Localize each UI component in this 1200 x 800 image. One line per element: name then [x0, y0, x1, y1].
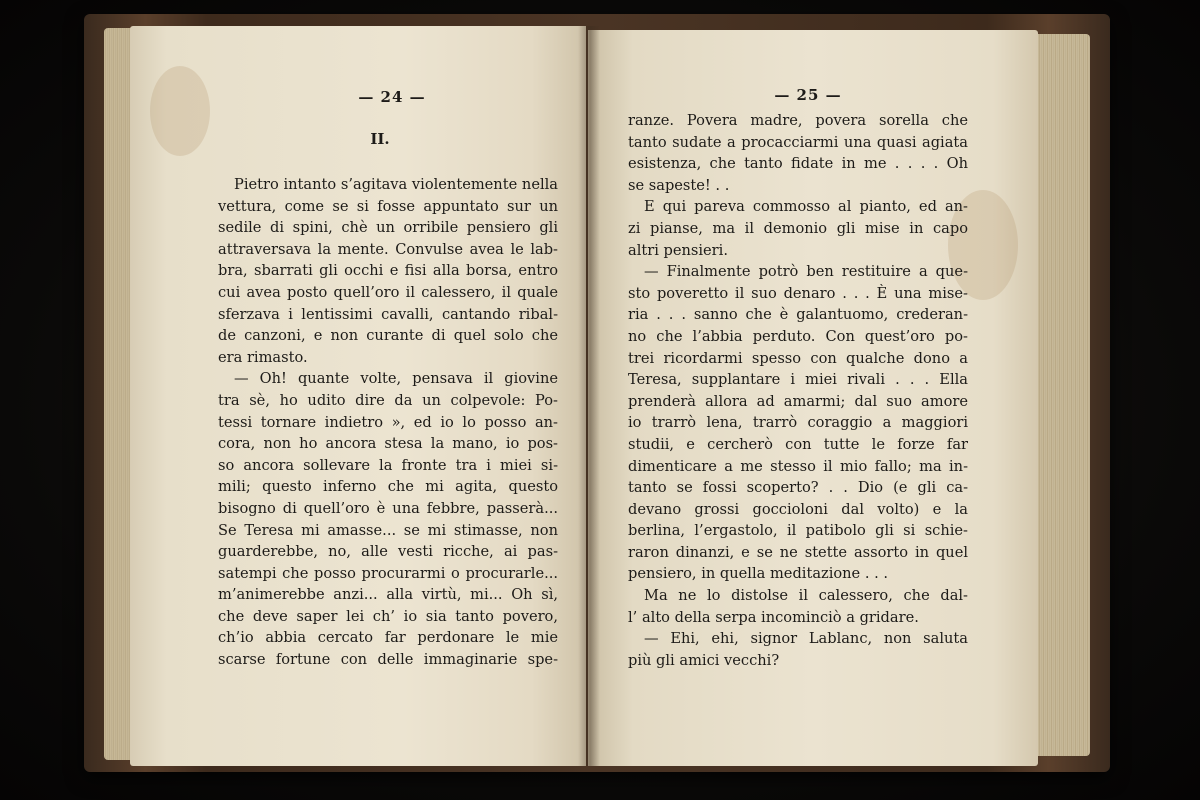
text-line: zi pianse, ma il demonio gli mise in capo: [628, 219, 968, 237]
text-line: se sapeste! . .: [628, 176, 730, 194]
text-line: tra sè, ho udito dire da un colpevole: Po-: [218, 391, 558, 409]
text-line: cui avea posto quell’oro il calessero, il quale: [218, 283, 558, 301]
text-line: più gli amici vecchi?: [628, 651, 780, 669]
text-line: sto poveretto il suo denaro . . . È una mise-: [628, 284, 968, 302]
text-line: che deve saper lei ch’ io sia tanto povero,: [218, 607, 558, 625]
text-line: berlina, l’ergastolo, il patibolo gli si schie-: [628, 522, 968, 540]
text-line: io trarrò lena, trarrò coraggio a maggiori: [628, 414, 968, 432]
right-page-edges: [1030, 34, 1090, 756]
text-line: raron dinanzi, e se ne stette assorto in quel: [628, 543, 968, 561]
text-line: mili; questo inferno che mi agita, questo: [218, 478, 558, 496]
text-line: E qui pareva commosso al pianto, ed an-: [644, 198, 968, 216]
text-line: ranze. Povera madre, povera sorella che: [628, 112, 968, 129]
text-line: scarse fortune con delle immaginarie spe-: [218, 651, 558, 669]
text-line: bisogno di quell’oro è una febbre, passerà...: [218, 499, 558, 517]
text-line: era rimasto.: [218, 348, 308, 366]
text-line: tanto sudate a procacciarmi una quasi agiata: [628, 133, 968, 151]
text-line: esistenza, che tanto fidate in me . . . . Oh: [628, 155, 968, 173]
text-line: Se Teresa mi amasse... se mi stimasse, non: [218, 521, 558, 539]
text-line: guarderebbe, no, alle vesti ricche, ai pas-: [218, 543, 558, 561]
text-line: — Oh! quante volte, pensava il giovine: [234, 370, 558, 388]
text-line: — Ehi, ehi, signor Lablanc, non saluta: [644, 630, 968, 648]
text-line: ria . . . sanno che è galantuomo, crederan-: [628, 306, 968, 324]
right-page-text: [628, 110, 968, 671]
text-line: tanto se fossi scoperto? . . Dio (e gli ca-: [628, 479, 968, 497]
text-line: Ma ne lo distolse il calessero, che dal-: [644, 587, 968, 605]
text-line: vettura, come se si fosse appuntato sur un: [218, 197, 558, 215]
text-line: bra, sbarrati gli occhi e fisi alla borsa, entro: [218, 262, 558, 280]
left-page: [130, 26, 586, 766]
right-page-number: — 25 —: [774, 86, 842, 104]
paper-stain: [150, 66, 210, 156]
text-line: attraversava la mente. Convulse avea le lab-: [218, 240, 558, 258]
text-line: satempi che posso procurarmi o procurarle...: [218, 564, 558, 582]
chapter-heading: II.: [370, 130, 390, 148]
text-line: — Finalmente potrò ben restituire a que-: [644, 263, 968, 281]
text-line: studii, e cercherò con tutte le forze far: [628, 435, 968, 453]
right-page: [588, 30, 1038, 766]
book-gutter: [578, 26, 600, 766]
text-line: Pietro intanto s’agitava violentemente nella: [234, 176, 558, 193]
text-line: m’animerebbe anzi... alla virtù, mi... Oh sì,: [218, 586, 558, 604]
text-line: devano grossi goccioloni dal volto) e la: [628, 500, 968, 518]
text-line: de canzoni, e non curante di quel solo che: [218, 327, 558, 345]
text-line: so ancora sollevare la fronte tra i miei si-: [218, 456, 558, 474]
text-line: trei ricordarmi spesso con qualche dono a: [628, 349, 968, 367]
text-line: altri pensieri.: [628, 241, 728, 259]
text-line: ch’io abbia cercato far perdonare le mie: [218, 629, 558, 647]
text-line: l’ alto della serpa incominciò a gridare.: [628, 608, 919, 626]
text-line: sferzava i lentissimi cavalli, cantando ribal-: [218, 305, 558, 323]
left-page-number: — 24 —: [358, 88, 426, 106]
text-line: dimenticare a me stesso il mio fallo; ma in-: [628, 457, 968, 475]
text-line: sedile di spini, chè un orribile pensiero gli: [218, 219, 558, 237]
text-line: cora, non ho ancora stesa la mano, io pos-: [218, 435, 558, 453]
text-line: no che l’abbia perduto. Con quest’oro po-: [628, 327, 968, 345]
text-line: pensiero, in quella meditazione . . .: [628, 565, 889, 583]
text-line: prenderà allora ad amarmi; dal suo amore: [628, 392, 968, 410]
text-line: Teresa, supplantare i miei rivali . . . Ella: [628, 371, 968, 389]
left-page-text: [218, 174, 558, 671]
text-line: tessi tornare indietro », ed io lo posso an-: [218, 413, 558, 431]
